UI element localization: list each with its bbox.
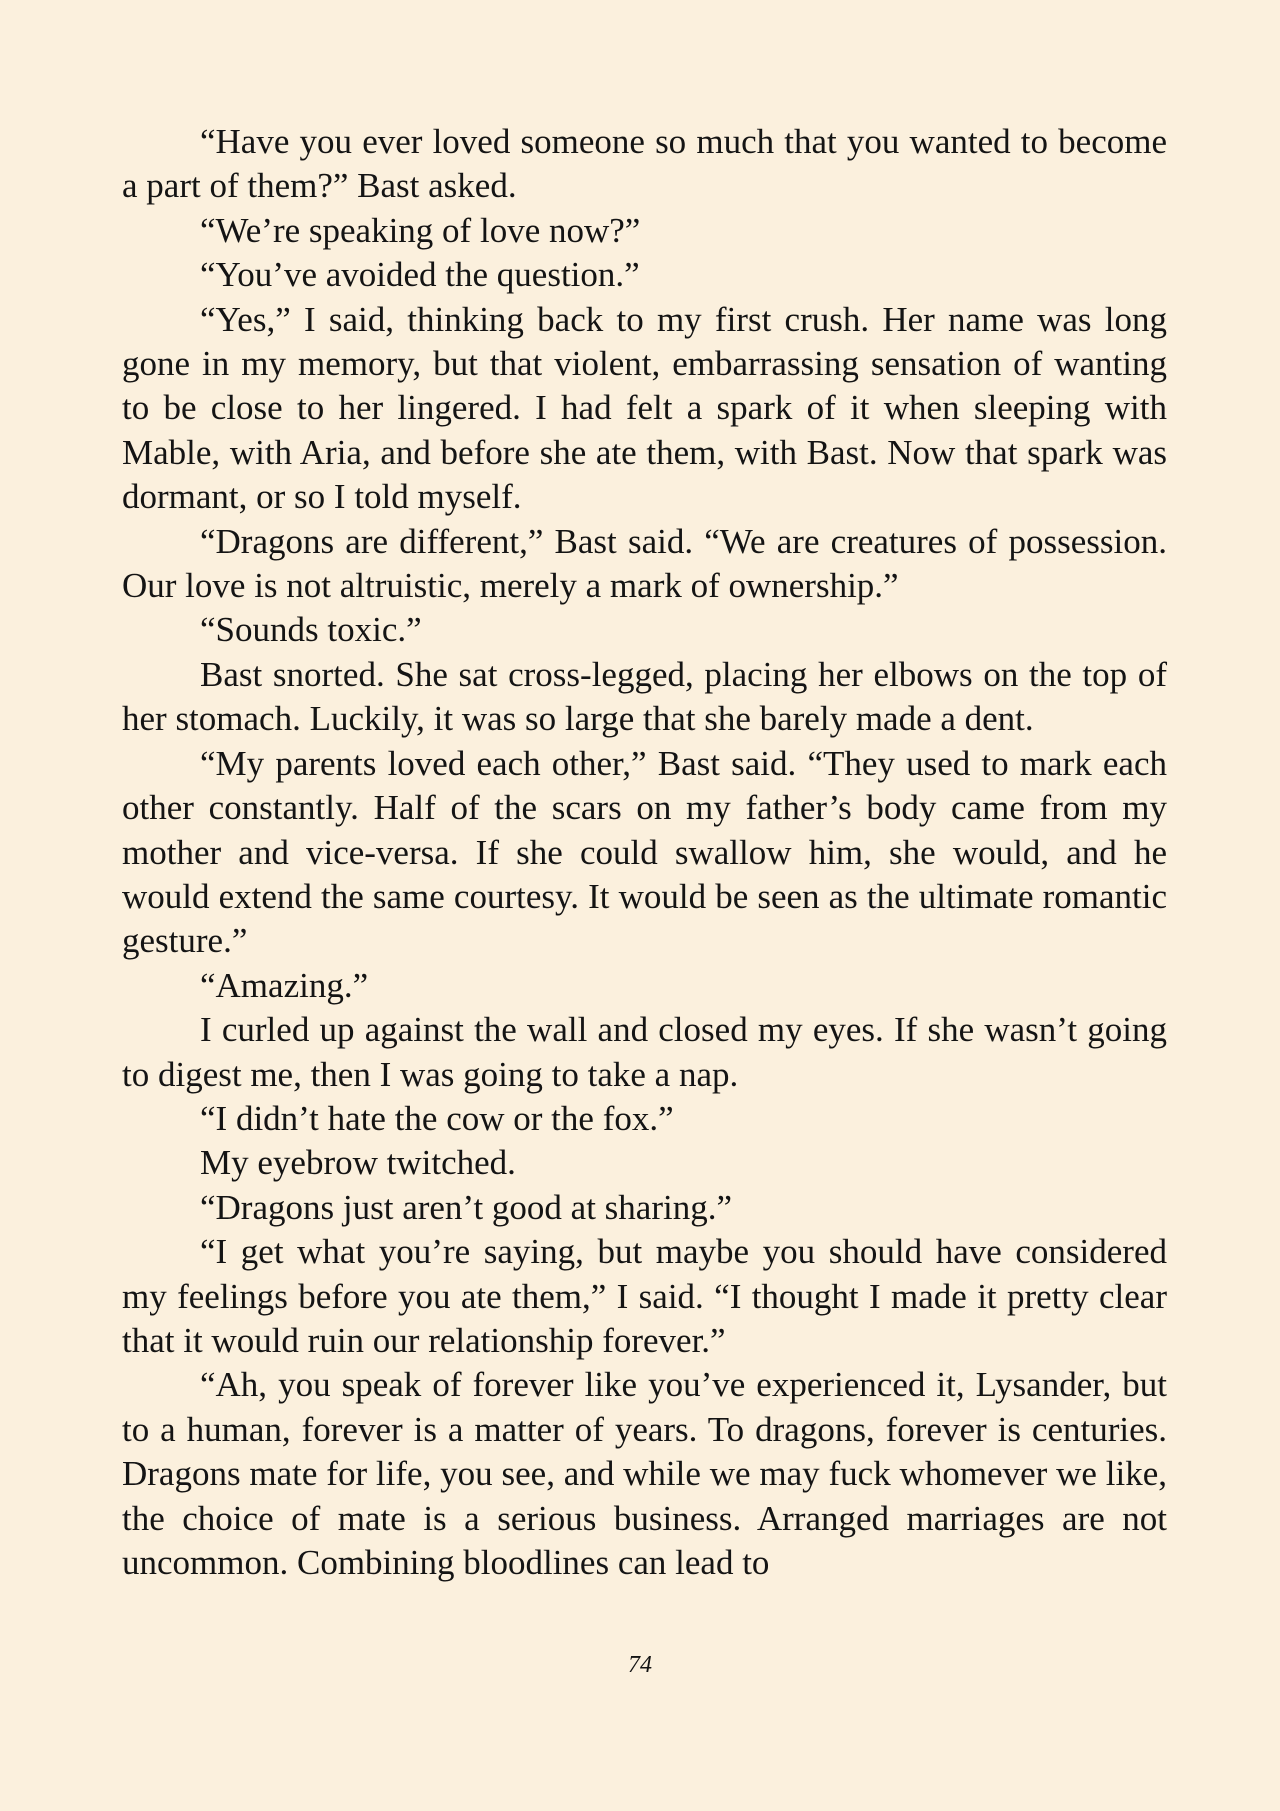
paragraph: I curled up against the wall and closed my eyes. If she wasn’t going to digest me, then I was going to take a nap. bbox=[122, 1010, 1167, 1094]
paragraph: “Dragons are different,” Bast said. “We are creatures of possession. Our love is not altruistic, merely a mark of ownership.” bbox=[122, 521, 1167, 606]
body-text bbox=[122, 120, 1167, 1585]
paragraph: “I didn’t hate the cow or the fox.” bbox=[200, 1098, 674, 1138]
paragraph: “Have you ever loved someone so much that you wanted to become a part of them?” Bast asked. bbox=[122, 122, 1167, 206]
paragraph: My eyebrow twitched. bbox=[200, 1143, 516, 1183]
paragraph: “We’re speaking of love now?” bbox=[200, 210, 641, 250]
paragraph: “Yes,” I said, thinking back to my first crush. Her name was long gone in my memory, but that violent, embarrassing sensation of wanting to be close to her lingered. I had felt a spark of it when sleeping with Mable, with Aria, and before she ate them, with Bast. Now that spark was dormant, or so I told myself. bbox=[122, 299, 1167, 517]
paragraph: “I get what you’re saying, but maybe you should have considered my feelings before you ate them,” I said. “I thought I made it pretty clear that it would ruin our relationship forever.” bbox=[122, 1232, 1167, 1360]
page-number: 74 bbox=[628, 1652, 652, 1678]
paragraph: “Amazing.” bbox=[200, 965, 369, 1005]
paragraph: “Sounds toxic.” bbox=[200, 610, 422, 650]
paragraph: “My parents loved each other,” Bast said. “They used to mark each other constantly. Half of the scars on my father’s body came from my mother and vice-versa. If she could swallow him, she would, and he would extend the same courtesy. It would be seen as the ultimate romantic gesture.” bbox=[122, 743, 1167, 961]
paragraph: “Ah, you speak of forever like you’ve experienced it, Lysander, but to a human, forever is a matter of years. To dragons, forever is centuries. Dragons mate for life, you see, and while we may fuck whomever we like, the choice of mate is a serious business. Arranged marriages are not uncommon. Combining bloodlines can lead to bbox=[122, 1365, 1167, 1582]
paragraph: “You’ve avoided the question.” bbox=[200, 255, 640, 295]
paragraph: Bast snorted. She sat cross-legged, placing her elbows on the top of her stomach. Luckily, it was so large that she barely made a dent. bbox=[122, 654, 1167, 739]
paragraph: “Dragons just aren’t good at sharing.” bbox=[200, 1187, 732, 1227]
